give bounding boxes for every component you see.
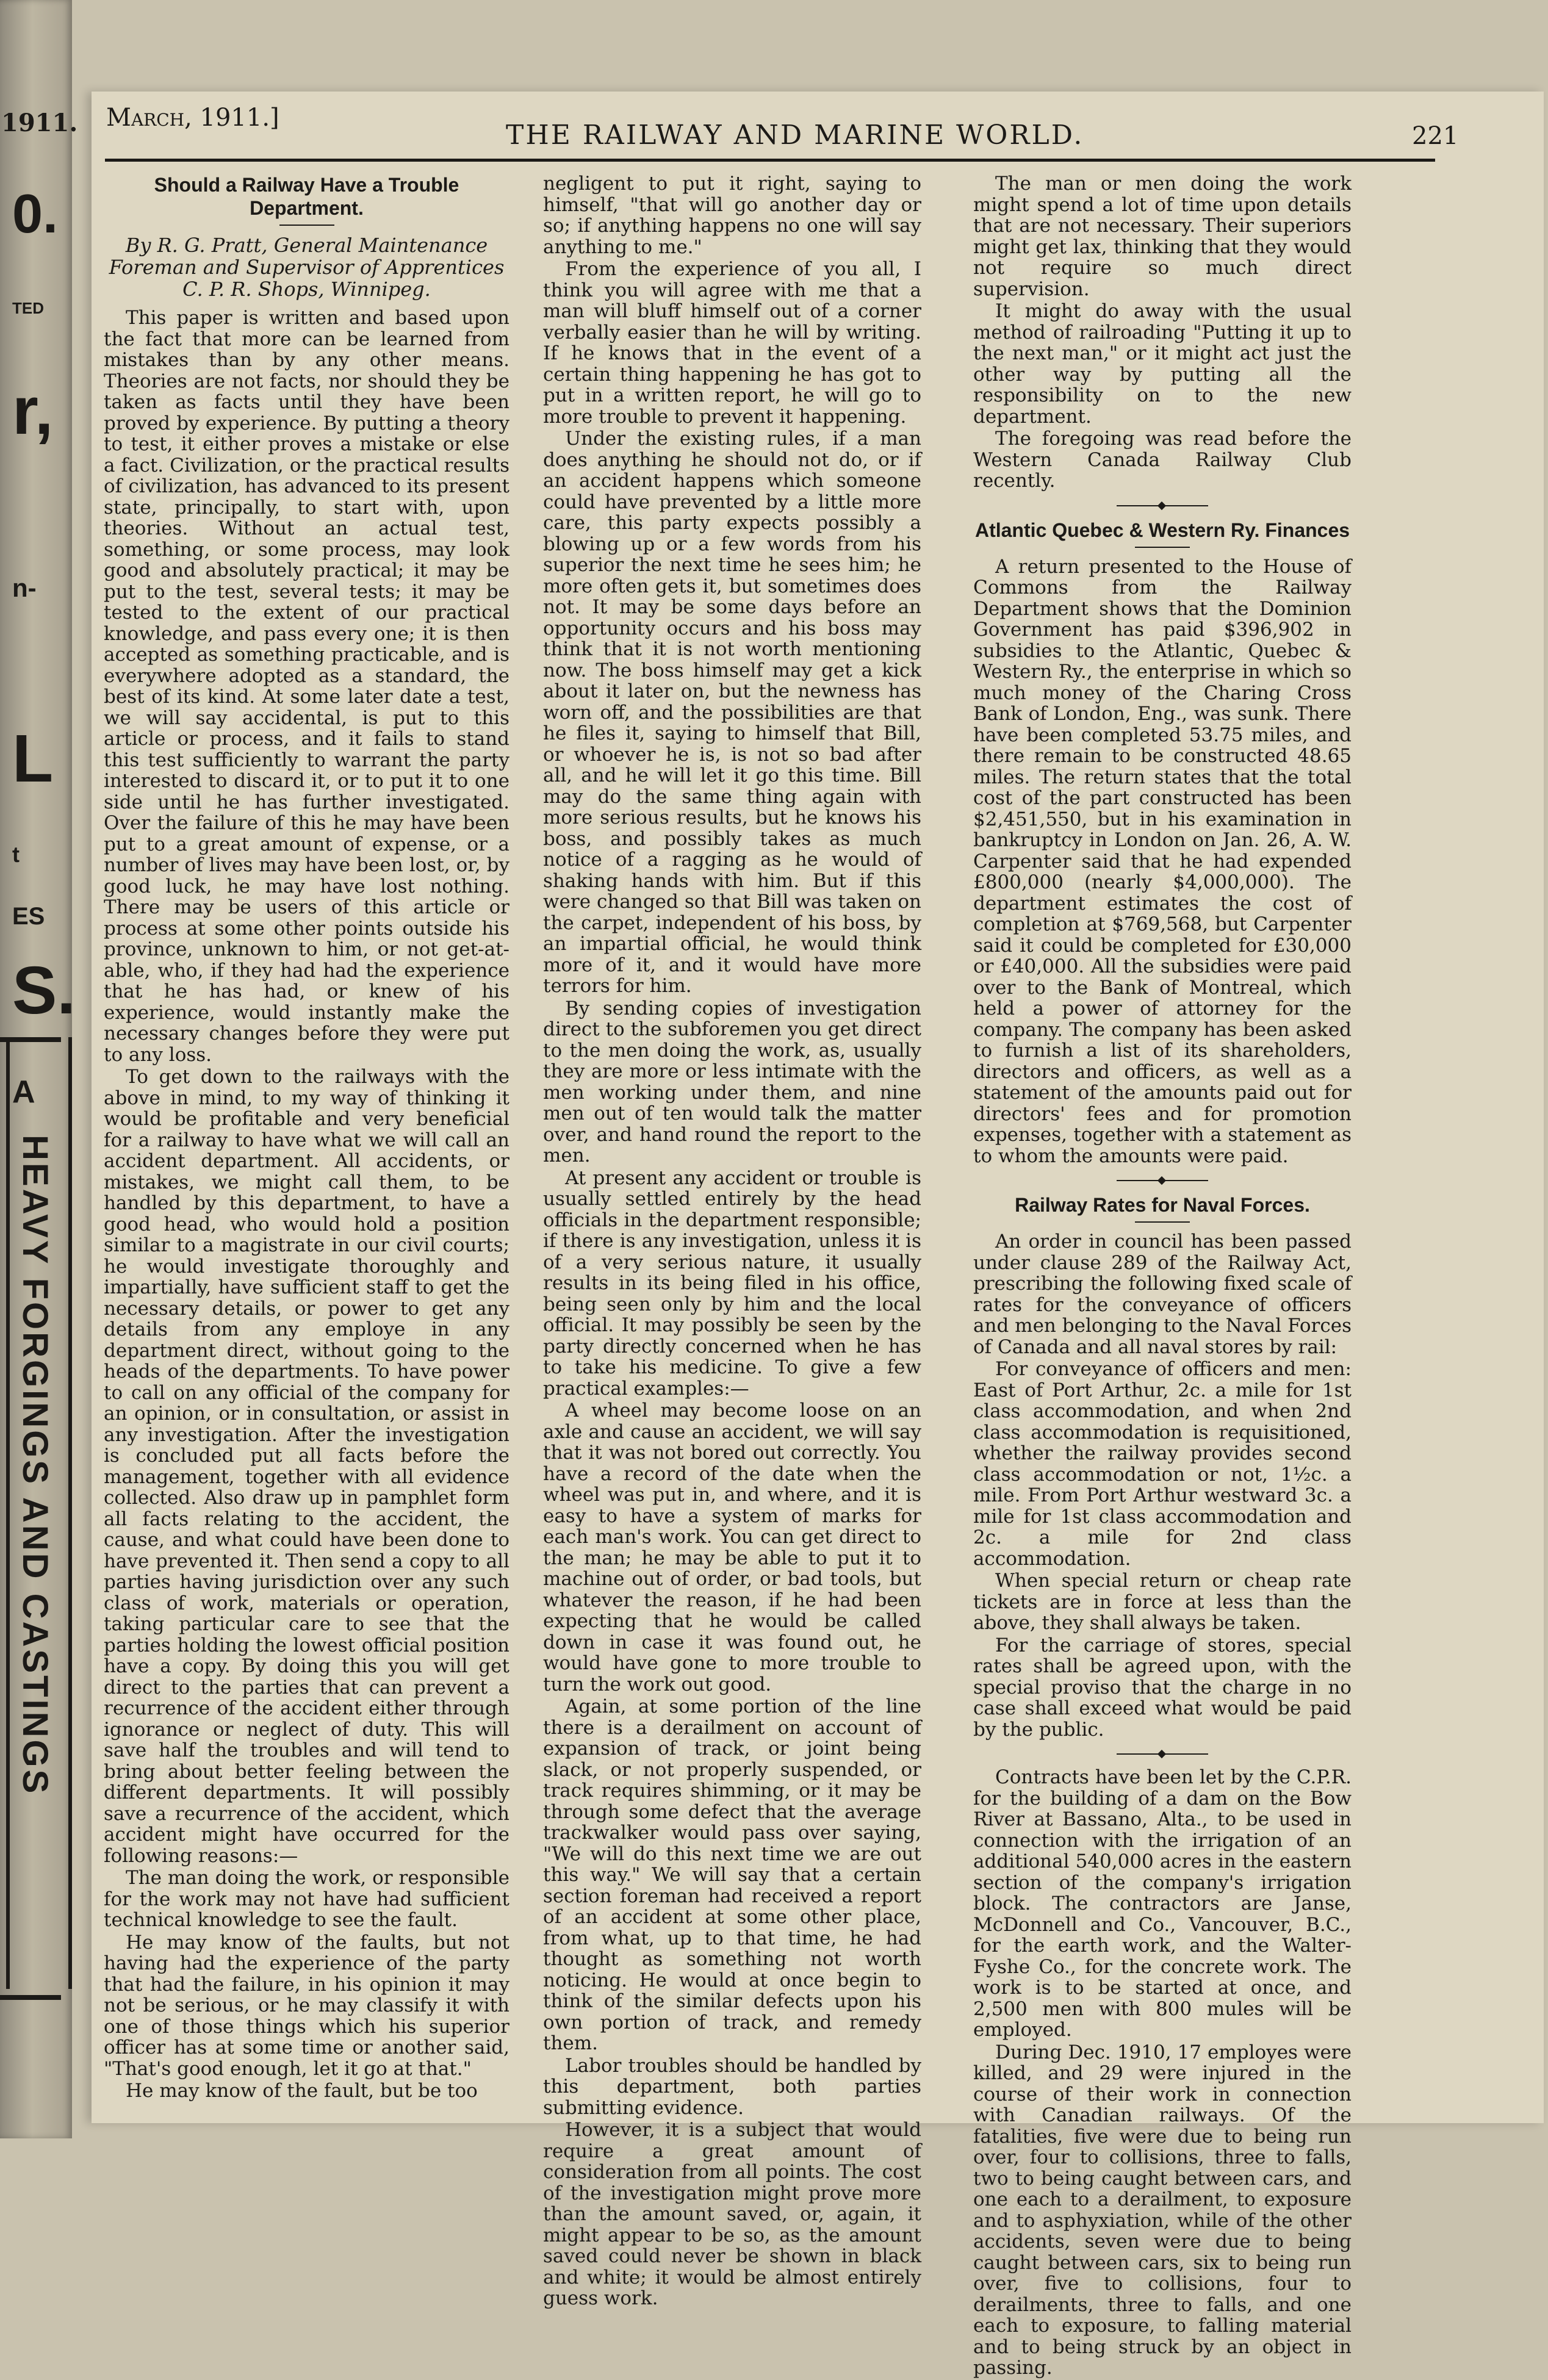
page-number: 221	[1412, 122, 1459, 150]
journal-page	[92, 92, 1544, 2379]
adjacent-page-margin	[0, 0, 78, 2138]
divider	[279, 225, 334, 226]
column-2	[543, 173, 921, 2310]
column-3	[973, 173, 1352, 2380]
paragraph: It might do away with the usual method of railroading "Putting it up to the next man," or it might act just the other way by putting all the responsibility on to the new department.	[973, 300, 1352, 428]
paragraph: He may know of the fault, but be too	[126, 2080, 478, 2102]
paragraph: When special return or cheap rate tickets are in force at less than the above, they shall always be taken.	[973, 1570, 1352, 1634]
section-divider	[1117, 505, 1208, 506]
article-byline: By R. G. Pratt, General Maintenance Foreman and Supervisor of Apprentices C. P. R. Shops, Winnipeg.	[109, 234, 505, 301]
paragraph: During Dec. 1910, 17 employes were killed, and 29 were injured in the course of their work in connection with Canadian railways. Of the fatalities, five were due to being run over, four to collisions, three to falls, two to being caught between cars, and one each to a derailment, to exposure and to asphyxiation, while of the other accidents, seven were due to being caught between cars, six to being run over, five to collisions, four to derailments, three to falls, and one each to exposure, to falling material and to being struck by an object in passing.	[973, 2041, 1352, 2379]
ad-fragment: S.	[12, 953, 76, 1028]
paragraph: Contracts have been let by the C.P.R. for the building of a dam on the Bow River at Bassano, Alta., to be used in connection with the irrigation of an additional 540,000 acres in the eastern section of the company's irrigation block. The contractors are Janse, McDonnell and Co., Vancouver, B.C., for the earth work, and the Walter-Fyshe Co., for the concrete work. The work is to be started at once, and 2,500 men with 800 mules will be employed.	[973, 1766, 1352, 2041]
article-heading: Atlantic Quebec & Western Ry. Finances	[974, 519, 1350, 541]
paragraph: For the carriage of stores, special rates shall be agreed upon, with the special proviso that the charge in no case shall exceed what would be paid by the public.	[973, 1634, 1352, 1741]
journal-title: THE RAILWAY AND MARINE WORLD.	[506, 120, 1084, 151]
paragraph: A return presented to the House of Commons from the Railway Department shows that the Dominion Government has paid $396,902 in subsidies to the Atlantic, Quebec & Western Ry., the enterprise in which so much money of the Charing Cross Bank of London, Eng., was sunk. There have been completed 53.75 miles, and there remain to be constructed 48.65 miles. The return states that the total cost of the part constructed has been $2,451,550, but in his examination in bankruptcy in London on Jan. 26, A. W. Carpenter said that he had expended £800,000 (nearly $4,000,000). The department estimates the cost of completion at $769,568, but Carpenter said it could be completed for £30,000 or £40,000. All the subsidies were paid over to the Bank of Montreal, which held a power of attorney for the company. The company has been asked to furnish a list of its shareholders, directors and officers, as well as a statement of the amounts paid out for directors' fees and for promotion expenses, together with a statement as to whom the amounts were paid.	[973, 555, 1352, 1167]
ad-fragment: t	[12, 842, 20, 867]
paragraph: The man doing the work, or responsible for the work may not have had sufficient technical knowledge to see the fault.	[104, 1867, 509, 1931]
ad-fragment: n-	[12, 573, 37, 602]
paragraph: From the experience of you all, I think you will agree with me that a man will bluff himself out of a corner verbally easier than he will by writing. If he knows that in the event of a certain thing happening he has got to put in a written report, he will go to more trouble to prevent it happening.	[543, 258, 921, 428]
ad-fragment: r,	[12, 373, 54, 448]
article-heading: Should a Railway Have a Trouble Department.	[154, 174, 459, 219]
divider	[1135, 1221, 1190, 1223]
issue-date: March, 1911.]	[106, 104, 279, 132]
paragraph: Again, at some portion of the line there is a derailment on account of expansion of track, or joint being slack, or not properly suspended, or track requires shimming, or it may be through some defect that the average trackwalker would pass over saying, "We will do this next time we are out this way." We will say that a certain section foreman had received a report of an accident at some other place, from what, up to that time, he had thought as something not worth noticing. He would at once begin to think of the similar defects upon his own portion of track, and remedy them.	[543, 1695, 921, 2054]
paragraph: For conveyance of officers and men: East of Port Arthur, 2c. a mile for 1st class accommodation, and when 2nd class accommodation is requisitioned, whether the railway provides second class accommodation or not, 1½c. a mile. From Port Arthur westward 3c. a mile for 1st class accommodation and 2c. a mile for 2nd class accommodation.	[973, 1358, 1352, 1570]
ad-fragment: L	[12, 721, 54, 796]
paragraph: Under the existing rules, if a man does anything he should not do, or if an accident happens which someone could have prevented by a little more care, this party expects possibly a blowing up or a few words from his superior the next time he sees him; he more often gets it, but sometimes does not. It may be some days before an opportunity occurs and his boss may think that it is not worth mentioning now. The boss himself may get a kick about it later on, but the newness has worn off, and the possibilities are that he files it, saying to himself that Bill, or whoever he is, is not so bad after all, and he will let it go this time. Bill may do the same thing again with more serious results, but he knows his boss, and possibly takes as much notice of a ragging as he would of shaking hands with him. But if this were changed so that Bill was taken on the carpet, independent of his boss, by an impartial official, he would think more of it, and it would have more terrors for him.	[543, 428, 921, 997]
paragraph: A wheel may become loose on an axle and cause an accident, we will say that it was not bored out correctly. You have a record of the date when the wheel was put in, and where, and it is easy to have a system of marks for each man's work. You can get direct to the man; he may be able to put it to machine out of order, or bad tools, but whatever the reason, if he had been expecting that he would be called down in case it was found out, he would have gone to more trouble to turn the work out good.	[543, 1400, 921, 1695]
paragraph: This paper is written and based upon the fact that more can be learned from mistakes than by any other means. Theories are not facts, nor should they be taken as facts until they have been proved by experience. By putting a theory to test, it either proves a mistake or else a fact. Civilization, or the practical results of civilization, has advanced to its present state, principally, to start with, upon theories. Without an actual test, something, or some process, may look good and absolutely practical; it may be put to the test, several tests; it may be tested to the extent of our practical knowledge, and pass every one; it is then accepted as something practicable, and is everywhere adopted as a standard, the best of its kind. At some later date a test, we will say accidental, is put to this article or process, and it fails to stand this test sufficiently to warrant the party interested to discard it, or to put it to one side until he has further investigated. Over the failure of this he may have been put to a great amount of expense, or a number of lives may have been lost, or, by good luck, he may have lost nothing. There may be users of this article or process at some other points outside his province, unknown to him, or not get-at-able, who, if they had had the experience that he has had, or knew of his experience, would instantly make the necessary changes before they were put to any loss.	[104, 307, 509, 1066]
paragraph: The man or men doing the work might spend a lot of time upon details that are not necessary. Their superiors might get lax, thinking that they would not require so much direct supervision.	[973, 173, 1352, 300]
paragraph: An order in council has been passed under clause 289 of the Railway Act, prescribing the following fixed scale of rates for the conveyance of officers and men belonging to the Naval Forces of Canada and all naval stores by rail:	[973, 1231, 1352, 1358]
ad-fragment: ES	[12, 903, 45, 930]
paragraph: By sending copies of investigation direct to the subforemen you get direct to the men doing the work, as, usually they are more or less intimate with the men working under them, and nine men out of ten would talk the matter over, and hand round the report to the men.	[543, 997, 922, 1167]
divider	[1135, 547, 1190, 548]
advertisement-text: HEAVY FORGINGS AND CASTINGS	[15, 1135, 55, 1796]
page-header	[106, 98, 1459, 151]
section-divider	[1117, 1180, 1208, 1181]
article-heading: Railway Rates for Naval Forces.	[1015, 1194, 1310, 1216]
ad-fragment: TED	[12, 299, 44, 317]
paragraph: negligent to put it right, saying to himself, "that will go another day or so; if anything happens no one will say anything to me."	[543, 173, 921, 258]
paragraph: To get down to the railways with the above in mind, to my way of thinking it would be profitable and very beneficial for a railway to have what we will call an accident department. All accidents, or mistakes, we might call them, to be handled by this department, to have a good head, who would hold a position similar to a magistrate in our civil courts; he would investigate thoroughly and impartially, have sufficient staff to get the necessary details, or power to get any details from any employe in any department direct, without going to the heads of the departments. To have power to call on any official of the company for an opinion, or in consultation, or assist in any investigation. After the investigation is concluded put all facts before the management, together with all evidence collected. Also draw up in pamphlet form all facts relating to the accident, the cause, and what could have been done to have prevented it. Then send a copy to all parties having jurisdiction over any such class of work, materials or operation, taking particular care to see that the parties holding the lowest official position have a copy. By doing this you will get direct to the parties that can prevent a recurrence of the accident either through ignorance or neglect of duty. This will save half the troubles and will tend to bring about better feeling between the different departments. It will possibly save a recurrence of the accident, which accident might have occurred for the following reasons:—	[104, 1066, 509, 1867]
paragraph: Labor troubles should be handled by this department, both parties submitting evidence.	[543, 2054, 921, 2119]
paragraph: At present any accident or trouble is usually settled entirely by the head officials in the department responsible; if there is any investigation, unless it is of a very serious nature, it usually results in its being filed in his office, being seen only by him and the local official. It may possibly be seen by the party directly concerned when he has to take his medicine. To give a few practical examples:—	[543, 1167, 921, 1400]
previous-page-year: 1911.	[1, 109, 78, 137]
ad-border	[0, 1995, 61, 2000]
paragraph: The foregoing was read before the Western Canada Railway Club recently.	[973, 428, 1352, 492]
paragraph: However, it is a subject that would require a great amount of consideration from all points. The cost of the investigation might prove more than the amount saved, or, again, it might appear to be so, as the amount saved could never be shown in black and white; it would be almost entirely guess work.	[543, 2119, 921, 2309]
ad-fragment: 0.	[12, 184, 59, 245]
section-divider	[1117, 1753, 1208, 1755]
paragraph: He may know of the faults, but not having had the experience of the party that had the failure, in his opinion it may not be serious, or he may classify it with one of those things which his superior officer has at some time or another said, "That's good enough, let it go at that."	[104, 1931, 509, 2080]
ad-fragment: A	[12, 1074, 35, 1110]
header-rule	[105, 159, 1435, 162]
column-1	[104, 173, 509, 2103]
